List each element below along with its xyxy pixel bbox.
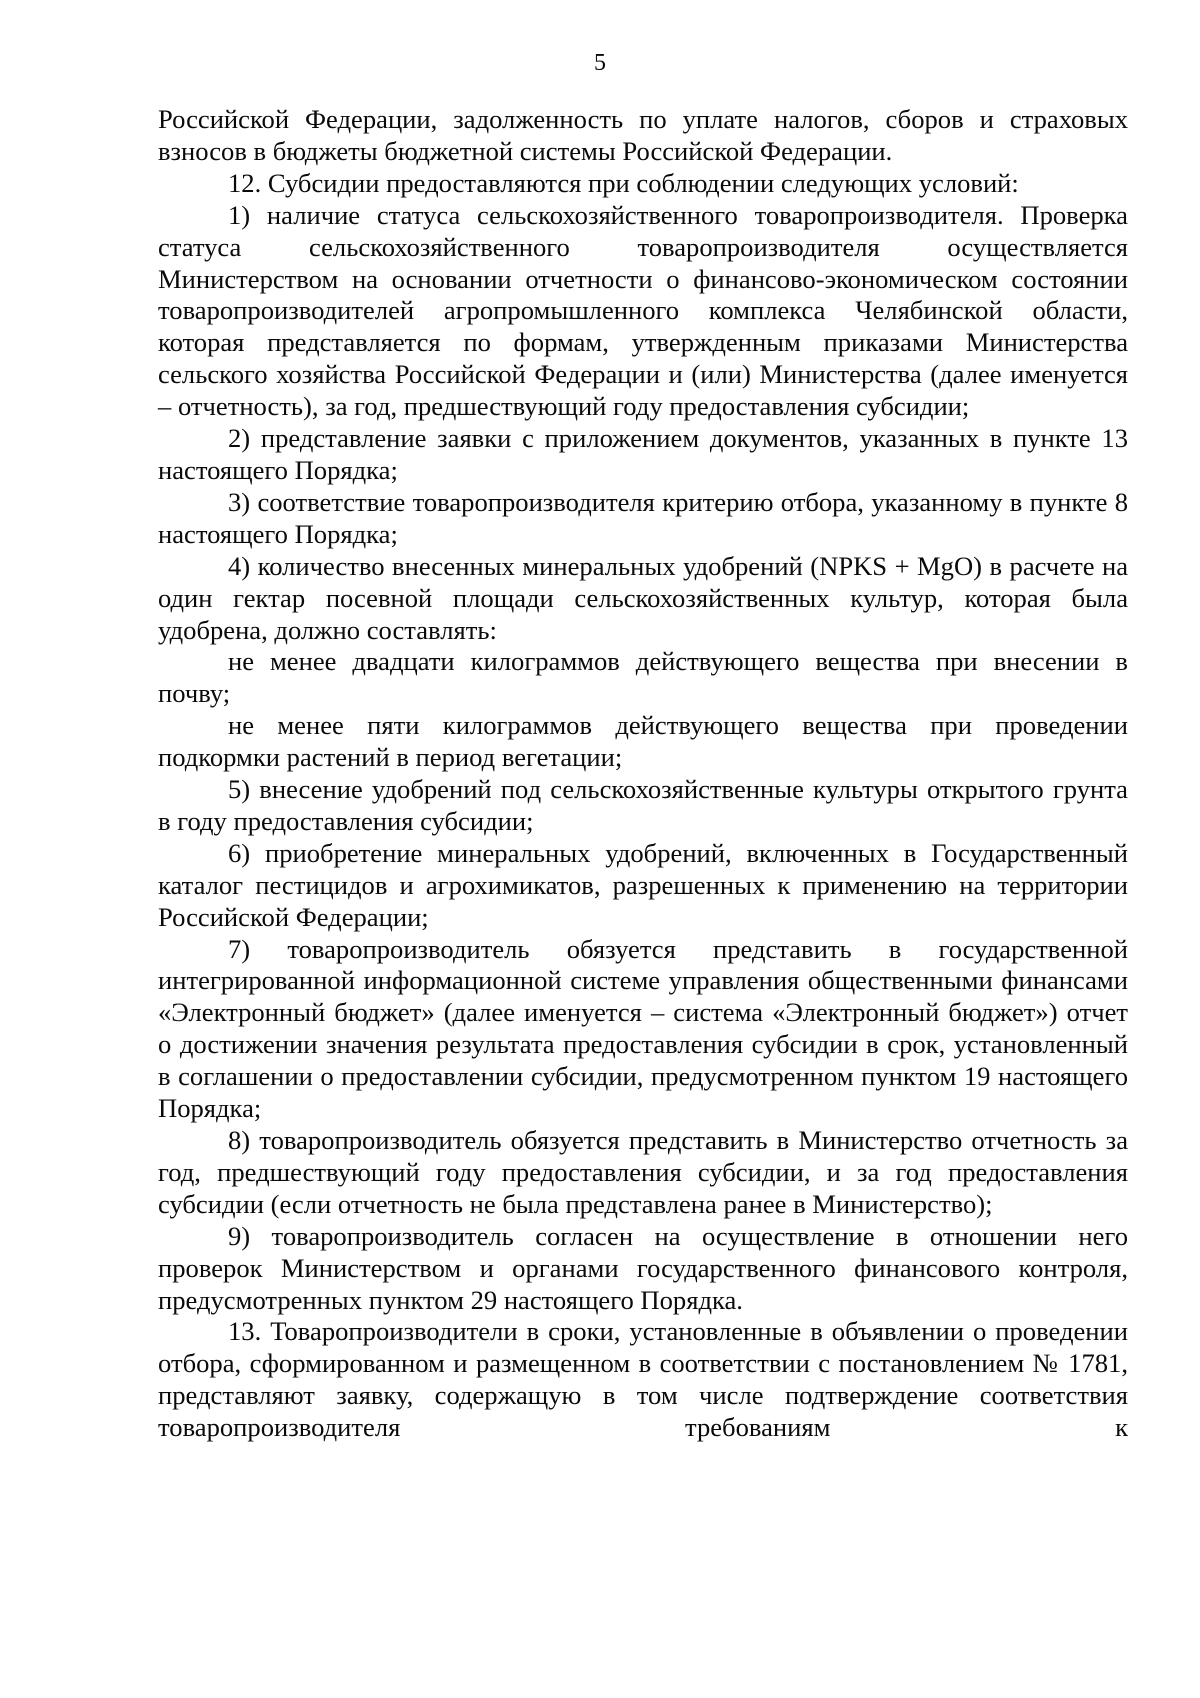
document-body (158, 104, 1128, 1444)
paragraph-clause-13: 13. Товаропроизводители в сроки, установленные в объявлении о проведении отбора, сформированном и размещенном в соответствии с постановлением № 1781, представляют заявку, содержащую в том числе подтверждение соответствия товаропроизводителя требованиям к (158, 1316, 1128, 1443)
paragraph-condition-1: 1) наличие статуса сельскохозяйственного товаропроизводителя. Проверка статуса сельскохозяйственного товаропроизводителя осуществляется Министерством на основании отчетности о финансово-экономическом состоянии товаропроизводителей агропромышленного комплекса Челябинской области, которая представляется по формам, утвержденным приказами Министерства сельского хозяйства Российской Федерации и (или) Министерства (далее именуется – отчетность), за год, предшествующий году предоставления субсидии; (158, 199, 1128, 422)
paragraph-condition-6: 6) приобретение минеральных удобрений, включенных в Государственный каталог пестицидов и агрохимикатов, разрешенных к применению на территории Российской Федерации; (158, 837, 1128, 932)
paragraph-condition-4-feeding: не менее пяти килограммов действующего вещества при проведении подкормки растений в период вегетации; (158, 710, 1128, 773)
paragraph-continuation: Российской Федерации, задолженность по уплате налогов, сборов и страховых взносов в бюджеты бюджетной системы Российской Федерации. (158, 104, 1128, 166)
paragraph-condition-7: 7) товаропроизводитель обязуется представить в государственной интегрированной информационной системе управления общественными финансами «Электронный бюджет» (далее именуется – система «Электронный бюджет») отчет о достижении значения результата предоставления субсидии в срок, установленный в соглашении о предоставлении субсидии, предусмотренном пунктом 19 настоящего Порядка; (158, 933, 1128, 1124)
paragraph-condition-5: 5) внесение удобрений под сельскохозяйственные культуры открытого грунта в году предоставления субсидии; (158, 774, 1128, 836)
paragraph-condition-2: 2) представление заявки с приложением документов, указанных в пункте 13 настоящего Порядка; (158, 423, 1128, 485)
page-number: 5 (594, 50, 606, 76)
paragraph-condition-4-soil: не менее двадцати килограммов действующего вещества при внесении в почву; (158, 646, 1128, 709)
paragraph-condition-9: 9) товаропроизводитель согласен на осуществление в отношении него проверок Министерством и органами государственного финансового контроля, предусмотренных пунктом 29 настоящего Порядка. (158, 1220, 1128, 1315)
paragraph-condition-8: 8) товаропроизводитель обязуется представить в Министерство отчетность за год, предшествующий году предоставления субсидии, и за год предоставления субсидии (если отчетность не была представлена ранее в Министерство); (158, 1125, 1128, 1219)
paragraph-condition-3: 3) соответствие товаропроизводителя критерию отбора, указанному в пункте 8 настоящего Порядка; (158, 486, 1128, 549)
paragraph-condition-4: 4) количество внесенных минеральных удобрений (NPKS + MgO) в расчете на один гектар посевной площади сельскохозяйственных культур, которая была удобрена, должно составлять: (158, 550, 1128, 645)
paragraph-clause-12: 12. Субсидии предоставляются при соблюдении следующих условий: (228, 167, 1019, 198)
